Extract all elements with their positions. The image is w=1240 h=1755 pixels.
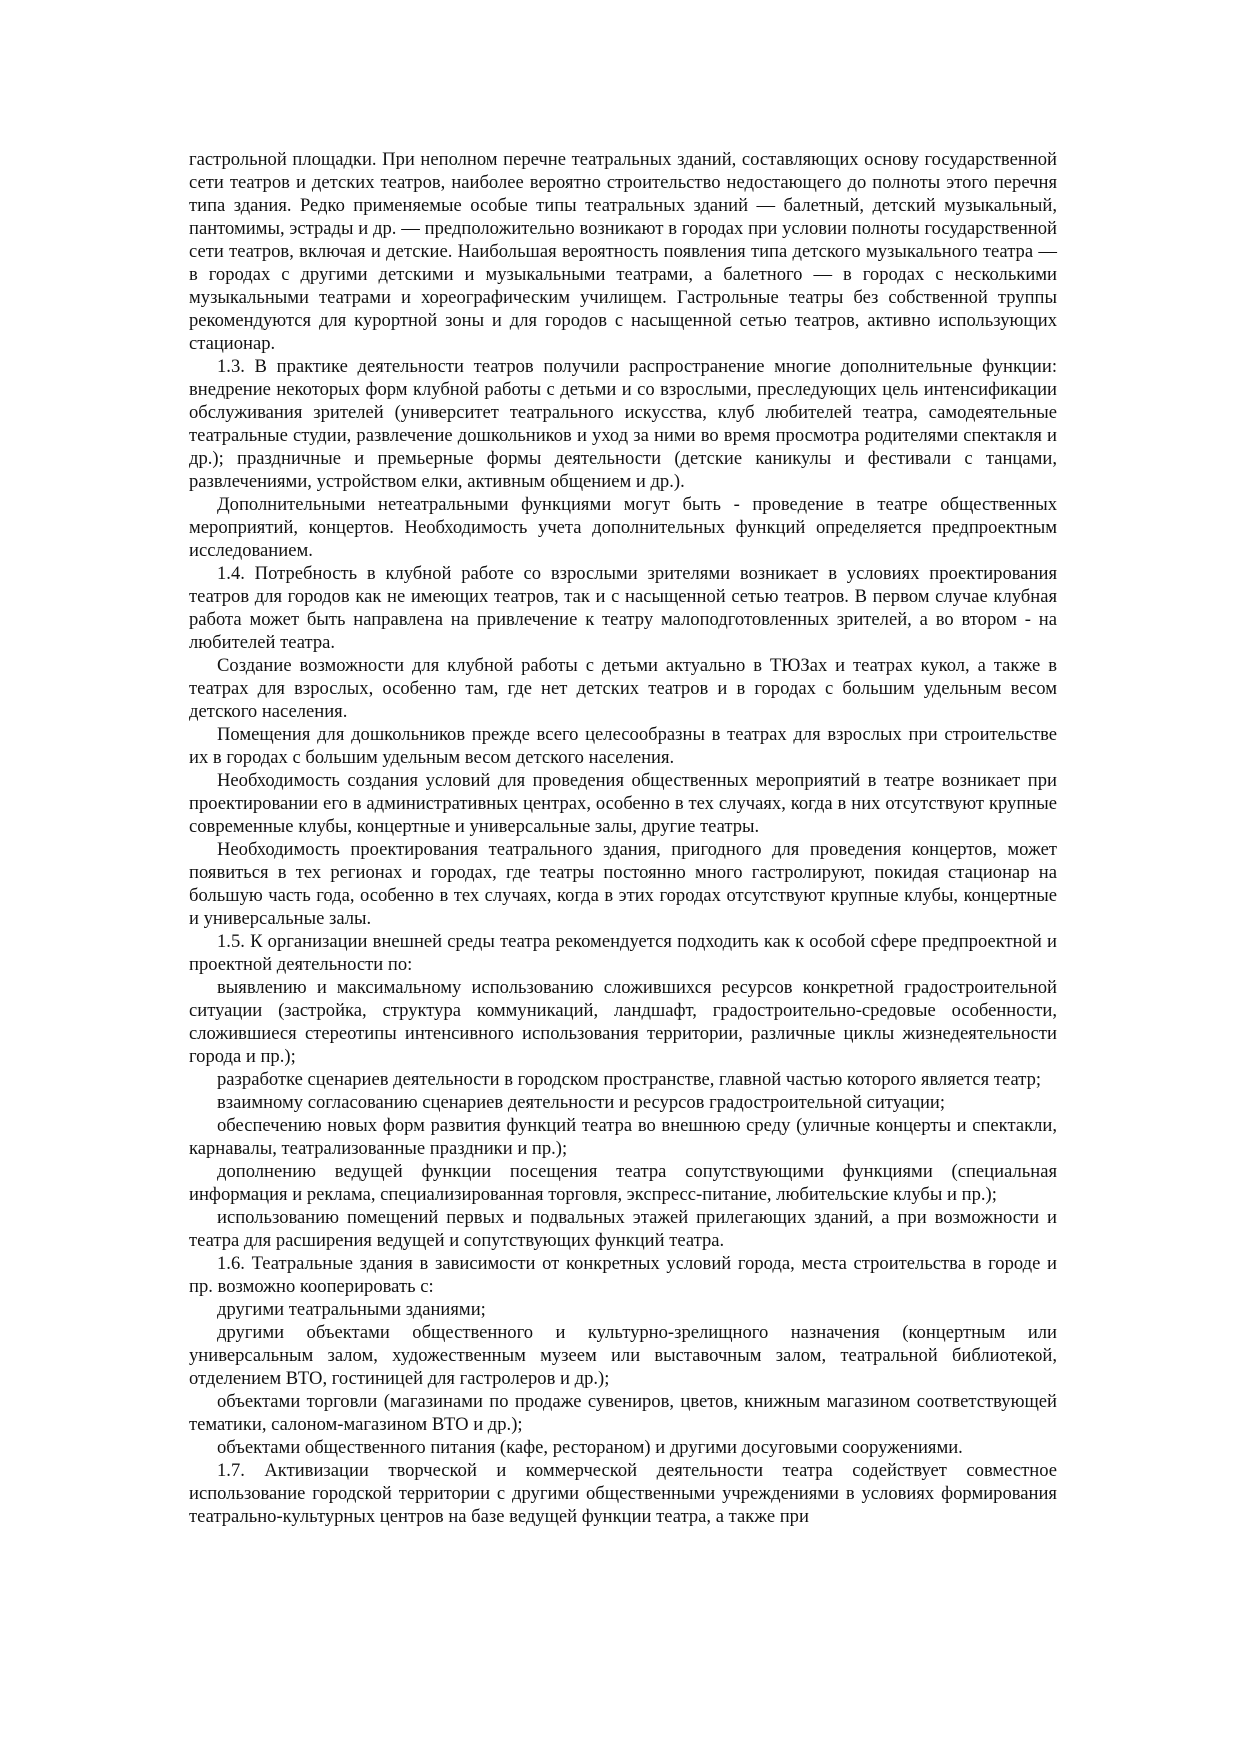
paragraph-section-1-3: 1.3. В практике деятельности театров получили распространение многие дополнительные функции: внедрение некоторых форм клубной работы с детьми и со взрослыми, преследующих цель интенсификации обслуживания зрителей (университет театрального искусства, клуб любителей театра, самодеятельные театральные студии, развлечение дошкольников и уход за ними во время просмотра родителями спектакля и др.); праздничные и премьерные формы деятельности (детские каникулы и фестивали с танцами, развлечениями, устройством елки, активным общением и др.). (189, 356, 1057, 492)
paragraph-children-club: Создание возможности для клубной работы с детьми актуально в ТЮЗах и театрах кукол, а также в театрах для взрослых, особенно там, где нет детских театров и в городах с большим удельным весом детского населения. (189, 655, 1057, 722)
paragraph-continuation: гастрольной площадки. При неполном перечне театральных зданий, составляющих основу государственной сети театров и детских театров, наиболее вероятно строительство недостающего до полноты этого перечня типа здания. Редко применяемые особые типы театральных зданий — балетный, детский музыкальный, пантомимы, эстрады и др. — предположительно возникают в городах при условии полноты государственной сети театров, включая и детские. Наибольшая вероятность появления типа детского музыкального театра — в городах с другими детскими и музыкальными театрами, а балетного — в городах с несколькими музыкальными театрами и хореографическим училищем. Гастрольные театры без собственной труппы рекомендуются для курортной зоны и для городов с насыщенной сетью театров, активно использующих стационар. (189, 149, 1057, 354)
paragraph-additional-functions: Дополнительными нетеатральными функциями могут быть - проведение в театре общественных мероприятий, концертов. Необходимость учета дополнительных функций определяется предпроектным исследованием. (189, 494, 1057, 561)
paragraph-section-1-6: 1.6. Театральные здания в зависимости от конкретных условий города, места строительства в городе и пр. возможно кооперировать с: (189, 1253, 1057, 1297)
list-item-new-forms: обеспечению новых форм развития функций театра во внешнюю среду (уличные концерты и спектакли, карнавалы, театрализованные праздники и пр.); (189, 1115, 1057, 1159)
paragraph-section-1-5: 1.5. К организации внешней среды театра рекомендуется подходить как к особой сфере предпроектной и проектной деятельности по: (189, 931, 1057, 975)
document-page (189, 148, 1057, 1528)
list-item-theatre-buildings: другими театральными зданиями; (217, 1299, 486, 1320)
paragraph-public-events: Необходимость создания условий для проведения общественных мероприятий в театре возникает при проектировании его в административных центрах, особенно в тех случаях, когда в них отсутствуют крупные современные клубы, концертные и универсальные залы, другие театры. (189, 770, 1057, 837)
paragraph-section-1-4: 1.4. Потребность в клубной работе со взрослыми зрителями возникает в условиях проектирования театров для городов как не имеющих театров, так и с насыщенной сетью театров. В первом случае клубная работа может быть направлена на привлечение к театру малоподготовленных зрителей, а во втором - на любителей театра. (189, 563, 1057, 653)
list-item-cultural-objects: другими объектами общественного и культурно-зрелищного назначения (концертным или универсальным залом, художественным музеем или выставочным залом, театральной библиотекой, отделением ВТО, гостиницей для гастролеров и др.); (189, 1322, 1057, 1389)
list-item-coordination: взаимному согласованию сценариев деятельности и ресурсов градостроительной ситуации; (217, 1092, 946, 1113)
list-item-catering-objects: объектами общественного питания (кафе, рестораном) и другими досуговыми сооружениями. (217, 1437, 963, 1458)
paragraph-section-1-7: 1.7. Активизации творческой и коммерческой деятельности театра содействует совместное использование городской территории с другими общественными учреждениями в условиях формирования театрально-культурных центров на базе ведущей функции театра, а также при (189, 1460, 1057, 1527)
list-item-supplementary: дополнению ведущей функции посещения театра сопутствующими функциями (специальная информация и реклама, специализированная торговля, экспресс-питание, любительские клубы и пр.); (189, 1161, 1057, 1205)
list-item-premises: использованию помещений первых и подвальных этажей прилегающих зданий, а при возможности и театра для расширения ведущей и сопутствующих функций театра. (189, 1207, 1057, 1251)
list-item-resources: выявлению и максимальному использованию сложившихся ресурсов конкретной градостроительной ситуации (застройка, структура коммуникаций, ландшафт, градостроительно-средовые особенности, сложившиеся стереотипы интенсивного использования территории, различные циклы жизнедеятельности города и пр.); (189, 977, 1057, 1067)
paragraph-concerts: Необходимость проектирования театрального здания, пригодного для проведения концертов, может появиться в тех регионах и городах, где театры постоянно много гастролируют, покидая стационар на большую часть года, особенно в тех случаях, когда в этих городах отсутствуют крупные клубы, концертные и универсальные залы. (189, 839, 1057, 929)
list-item-scenarios: разработке сценариев деятельности в городском пространстве, главной частью которого является театр; (217, 1069, 1042, 1090)
list-item-trade-objects: объектами торговли (магазинами по продаже сувениров, цветов, книжным магазином соответствующей тематики, салоном-магазином ВТО и др.); (189, 1391, 1057, 1435)
paragraph-preschool-rooms: Помещения для дошкольников прежде всего целесообразны в театрах для взрослых при строительстве их в городах с большим удельным весом детского населения. (189, 724, 1057, 768)
